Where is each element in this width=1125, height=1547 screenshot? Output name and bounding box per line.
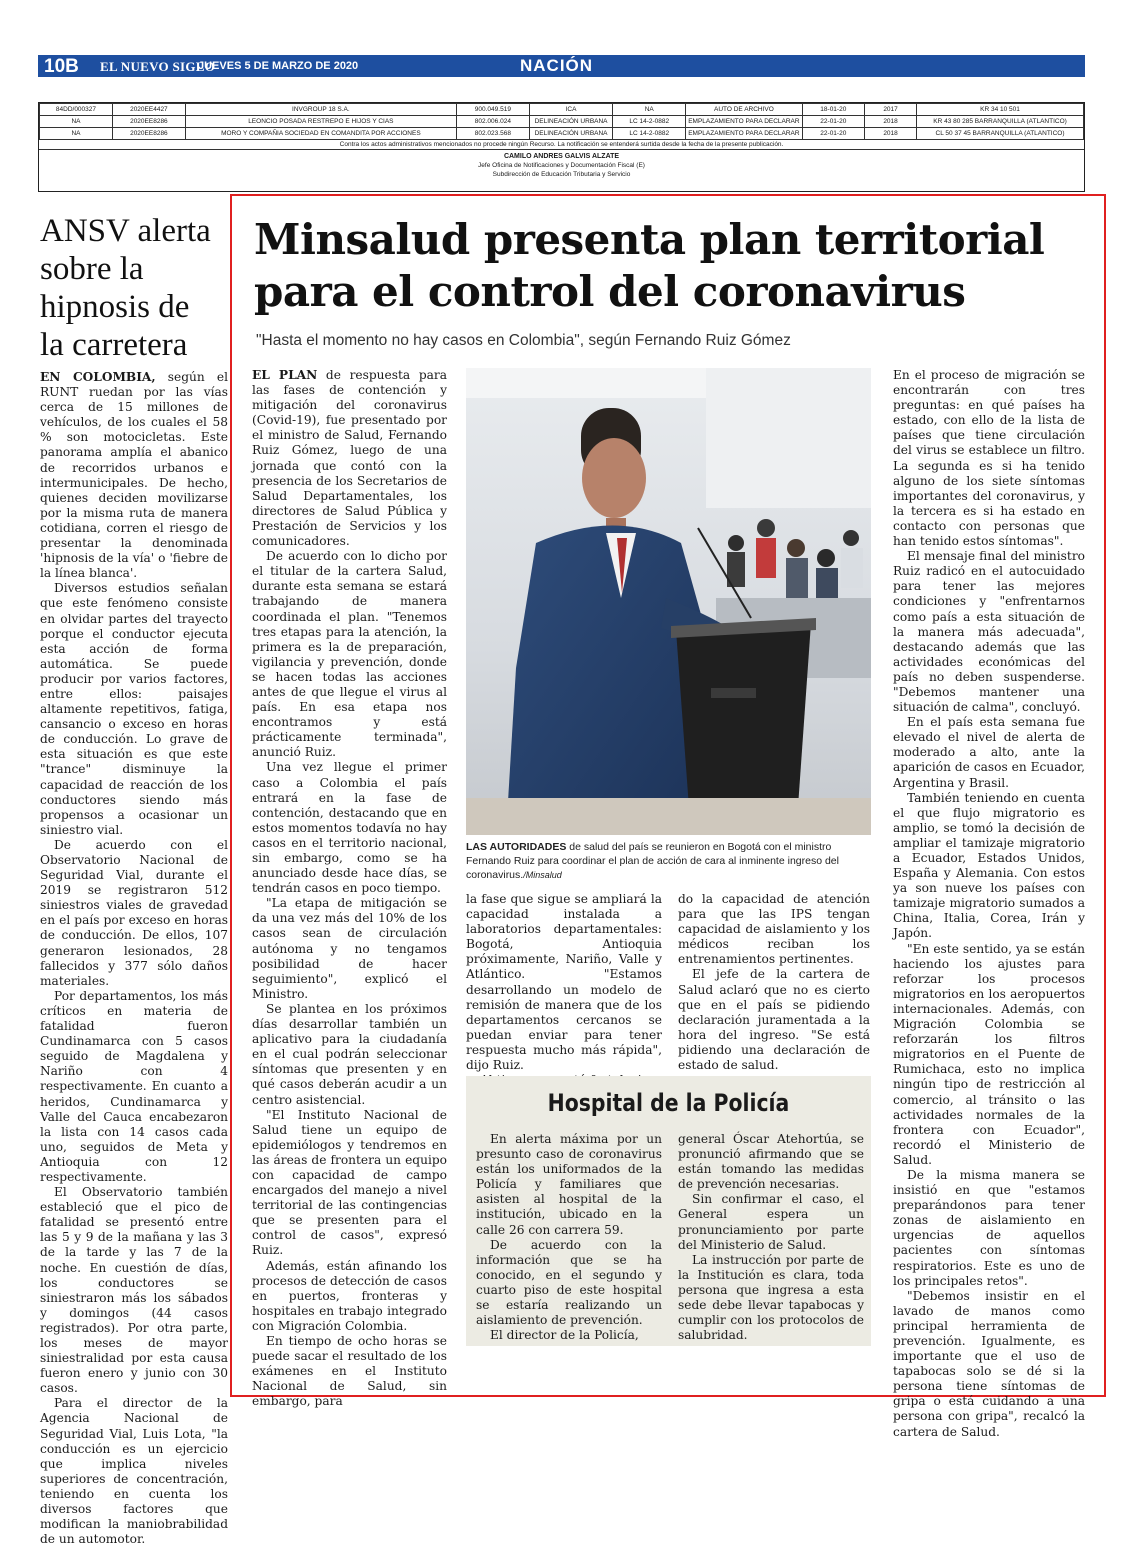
article-paragraph: El mensaje final del ministro Ruiz radicó en el autocuidado para tener las mejores condiciones y "enfrentarnos como país a esta situación de la manera más adecuada", destacando además que las actividades económicas del país no deben suspenderse. "Debemos mantener una situación de calma", concluyó. bbox=[893, 549, 1085, 715]
table-cell: KR 43 80 285 BARRANQUILLA (ATLANTICO) bbox=[917, 116, 1084, 128]
table-row bbox=[40, 128, 1084, 140]
table-cell: 2020EE8286 bbox=[112, 128, 185, 140]
table-cell: 2018 bbox=[865, 128, 917, 140]
notice-signer-office: Subdirección de Educación Tributaria y Servicio bbox=[492, 171, 631, 178]
article-column-4 bbox=[893, 368, 1085, 1439]
table-cell: 2018 bbox=[865, 116, 917, 128]
table-cell: LEONCIO POSADA RESTREPO E HIJOS Y CIAS bbox=[185, 116, 456, 128]
article-column-1 bbox=[252, 368, 447, 1409]
table-cell: 84DD/000327 bbox=[40, 104, 113, 116]
ansv-headline: ANSV alerta sobre la hipnosis de la carretera bbox=[40, 213, 211, 363]
table-cell: 22-01-20 bbox=[802, 116, 864, 128]
table-cell: NA bbox=[40, 116, 113, 128]
sidebar-paragraph: El director de la Policía, bbox=[490, 1328, 639, 1343]
sidebar-column-2 bbox=[678, 1132, 864, 1342]
notice-signer: CAMILO ANDRES GALVIS ALZATE bbox=[503, 153, 620, 160]
article-paragraph: Además, están afinando los procesos de detección de casos en puertos, fronteras y hospitales en trabajo integrado con Migración Colombia. bbox=[252, 1258, 447, 1333]
article-paragraph: En el proceso de migración se encontrarán con tres preguntas: en qué países ha estado, con ello de la lista de países que tiene circulación del virus se establece un filtro. La segunda es si ha tenido alguno de los siete síntomas importantes del coronavirus, y la tercera es si ha estado en contacto con personas que han tenido estos síntomas". bbox=[893, 368, 1085, 549]
table-cell: 2020EE4427 bbox=[112, 104, 185, 116]
issue-date: JUEVES 5 DE MARZO DE 2020 bbox=[198, 60, 359, 72]
table-cell: 2017 bbox=[865, 104, 917, 116]
table-cell: DELINEACIÓN URBANA bbox=[529, 116, 612, 128]
article-paragraph: "La etapa de mitigación se da una vez más del 10% de los casos sean de circulación autónoma y no tengamos posibilidad de hacer seguimiento", explicó el Ministro. bbox=[252, 896, 447, 1001]
legal-notice-table bbox=[38, 102, 1085, 192]
sidebar-paragraph: En alerta máxima por un presunto caso de coronavirus están los uniformados de la Policía y familiares que asisten al hospital de la institución, ubicado en la calle 26 con carrera 59. bbox=[476, 1132, 662, 1237]
table-cell: 22-01-20 bbox=[802, 128, 864, 140]
ansv-paragraph: Por departamentos, los más críticos en materia de fatalidad fueron Cundinamarca con 5 casos seguido de Magdalena y Nariño con 4 respectivamente. En cuanto a heridos, Cundinamarca y Valle del Cauca encabezaron la lista con 14 casos cada uno, seguidos de Meta y Antioquia con 12 respectivamente. bbox=[40, 988, 228, 1184]
article-photo bbox=[466, 368, 871, 835]
masthead: EL NUEVO SIGLO bbox=[100, 59, 216, 74]
notice-note: Contra los actos administrativos mencionados no procede ningún Recurso. La notificación se entenderá surtida desde la fecha de la presente publicación. bbox=[39, 140, 1084, 150]
article-paragraph: Una vez llegue el primer caso a Colombia el país entrará en la fase de contención, destacando que en estos momentos todavía no hay casos en el territorio nacional, sin embargo, como se ha anunciado desde hace días, se tendrán casos en poco tiempo. bbox=[252, 760, 447, 896]
article-paragraph: "Debemos insistir en el lavado de manos como principal herramienta de prevención. Igualmente, es importante que el uso de tapabocas solo se dé si la persona tiene síntomas de gripa o está cuidando a una persona con gripa", recalcó la cartera de Salud. bbox=[893, 1288, 1085, 1439]
notice-signer-role: Jefe Oficina de Notificaciones y Documentación Fiscal (E) bbox=[478, 162, 645, 169]
table-cell: CL 50 37 45 BARRANQUILLA (ATLANTICO) bbox=[917, 128, 1084, 140]
table-cell: LC 14-2-0882 bbox=[613, 116, 686, 128]
ansv-article-body bbox=[40, 370, 228, 1547]
table-cell: 18-01-20 bbox=[802, 104, 864, 116]
article-paragraph: De la misma manera se insistió en que "estamos preparándonos para tener zonas de aislamiento en urgencias de aquellos pacientes con síntomas respiratorios. Este es uno de los principales retos". bbox=[893, 1167, 1085, 1288]
article-paragraph: Se plantea en los próximos días desarrollar también un aplicativo para la ciudadanía en el cual podrán seleccionar síntomas que presenten y en qué casos deberán acudir a un centro asistencial. bbox=[252, 1001, 447, 1107]
article-paragraph: El jefe de la cartera de Salud aclaró que no es cierto que en el país se pidiendo declaración juramentada a la hora del ingreso. "Se está pidiendo una declaración de estado de salud. bbox=[678, 967, 870, 1073]
ansv-paragraph: De acuerdo con el Observatorio Nacional de Seguridad Vial, durante el 2019 se registraron 512 siniestros viales de gravedad en el país por exceso en horas de conducción. De ellos, 107 generaron lesionados, 28 fallecidos y 377 sólo daños materiales. bbox=[40, 837, 228, 988]
table-cell: 2020EE8286 bbox=[112, 116, 185, 128]
ansv-paragraph: Diversos estudios señalan que este fenómeno consiste en olvidar partes del trayecto porque el conductor ejecuta esta acción de forma automática. Se puede producir por varios factores, entre ellos: paisajes altamente repetitivos, fatiga, cansancio o exceso en horas de conducción. Lo grave de esta situación es que este "trance" disminuye la capacidad de reacción de los conductores siendo más propensos a ocasionar un siniestro vial. bbox=[40, 581, 228, 837]
notice-rows bbox=[39, 103, 1084, 140]
table-row bbox=[40, 104, 1084, 116]
article-paragraph: do la capacidad de atención para que las IPS tengan capacidad de aislamiento y los médicos reciban los entrenamientos pertinentes. bbox=[678, 892, 870, 967]
headline-line: Minsalud presenta plan territorial bbox=[254, 215, 1045, 264]
article-paragraph: "En este sentido, ya se están haciendo los ajustes para reforzar los procesos migratorios en los aeropuertos internacionales. Además, con Migración Colombia se reforzarán los filtros migratorios en el Puente de Rumichaca, esto no implica ningún tipo de restricción al comercio, al tránsito o las actividades normales de la frontera con Ecuador", recordó el Ministerio de Salud. bbox=[893, 941, 1085, 1167]
ansv-paragraph: según el RUNT ruedan por las vías cerca de 15 millones de vehículos, de los cuales el 58 % son motocicletas. Este panorama amplía el abanico de recorridos urbanos e intermunicipales. De hecho, quienes deciden movilizarse por la misma ruta de manera cotidiana, corren el riesgo de presentar la denominada 'hipnosis de la vía' o 'fiebre de la línea blanca'. bbox=[40, 370, 228, 581]
table-cell: 802.023.568 bbox=[456, 128, 529, 140]
article-paragraph: de respuesta para las fases de contención y mitigación del coronavirus (Covid-19), fue presentado por el ministro de Salud, Fernando Ruiz Gómez, luego de una jornada que contó con la presencia de los Secretarios de Salud Departamentales, los directores de Salud Pública y Prestación de Servicios y los comunicadores. bbox=[252, 368, 447, 549]
article-paragraph: En tiempo de ocho horas se puede sacar el resultado de los exámenes en el Instituto Nacional de Salud, sin embargo, para bbox=[252, 1334, 447, 1409]
sidebar-title: Hospital de la Policía bbox=[547, 1089, 790, 1117]
sidebar-column-1 bbox=[476, 1132, 662, 1342]
article-paragraph: "El Instituto Nacional de Salud tiene un equipo de epidemiólogos y tendremos en las áreas de frontera un equipo con capacidad de campo encargados del manejo a nivel territorial de las contingencias que se presenten para el control de casos", expresó Ruiz. bbox=[252, 1107, 447, 1258]
table-cell: KR 34 10 501 bbox=[917, 104, 1084, 116]
main-headline bbox=[254, 214, 1094, 318]
article-paragraph: la fase que sigue se ampliará la capacidad instalada a laboratorios departamentales: Bogotá, Antioquia próximamente, Nariño, Valle y Atlántico. "Estamos desarrollando un modelo de remisión de manera que de los departamentos cercanos se puedan enviar para tener respuesta mucho más rápida", dijo Ruiz. bbox=[466, 892, 662, 1073]
table-cell: DELINEACIÓN URBANA bbox=[529, 128, 612, 140]
sidebar-paragraph: Sin confirmar el caso, el General espera un pronunciamiento por parte del Ministerio de Salud. bbox=[678, 1192, 864, 1252]
article-column-2 bbox=[466, 892, 662, 1073]
table-cell: ICA bbox=[529, 104, 612, 116]
page-number: 10B bbox=[44, 56, 79, 77]
table-cell: EMPLAZAMIENTO PARA DECLARAR bbox=[686, 116, 802, 128]
article-lead: EL PLAN bbox=[252, 368, 318, 382]
caption-text: de salud del país se reunieron en Bogotá con el ministro Fernando Ruiz para coordinar el plan de acción de cara al inminente ingreso del coronavirus. bbox=[466, 841, 839, 881]
photo-credit: /Minsalud bbox=[523, 870, 562, 880]
article-subhead: "Hasta el momento no hay casos en Colombia", según Fernando Ruiz Gómez bbox=[256, 332, 791, 349]
headline-line: para el control del coronavirus bbox=[254, 267, 966, 316]
minister-podium-photo bbox=[466, 368, 871, 835]
table-cell: 802.006.024 bbox=[456, 116, 529, 128]
sidebar-paragraph: De acuerdo con la información que se ha conocido, en el segundo y cuarto piso de este hospital se estaría realizando un aislamiento de prevención. bbox=[476, 1237, 662, 1328]
table-cell: EMPLAZAMIENTO PARA DECLARAR bbox=[686, 128, 802, 140]
article-paragraph: En el país esta semana fue elevado el nivel de alerta de moderado a alto, ante la aparición de casos en Ecuador, Argentina y Brasil. bbox=[893, 715, 1085, 790]
ansv-lead: EN COLOMBIA, bbox=[40, 370, 156, 384]
table-cell: NA bbox=[613, 104, 686, 116]
table-cell: LC 14-2-0882 bbox=[613, 128, 686, 140]
photo-caption bbox=[466, 840, 871, 882]
table-cell: 900.049.519 bbox=[456, 104, 529, 116]
table-cell: INVGROUP 18 S.A. bbox=[185, 104, 456, 116]
sidebar-paragraph: La instrucción por parte de la Institución es clara, toda persona que ingresa a esta sede debe llevar tapabocas y cumplir con los protocolos de salubridad. bbox=[678, 1252, 864, 1343]
article-column-3 bbox=[678, 892, 870, 1073]
article-paragraph: También teniendo en cuenta el que flujo migratorio es amplio, se tomó la decisión de ampliar el tamizaje migratorio a Ecuador, Estados Unidos, España y Alemania. Con estos ya son nueve los países con tamizaje migratorio sumados a China, Italia, Corea, Irán y Japón. bbox=[893, 790, 1085, 941]
section-label: NACIÓN bbox=[520, 56, 594, 75]
table-cell: NA bbox=[40, 128, 113, 140]
article-paragraph: De acuerdo con lo dicho por el titular de la cartera Salud, durante esta semana se estará trabajando de manera coordinada el plan. "Tenemos tres etapas para la atención, la primera es la de preparación, vigilancia y prevención, donde se hacen todas las acciones antes de que llegue el virus al país. En esa etapa nos encontramos y está prácticamente terminada", anunció Ruiz. bbox=[252, 549, 447, 760]
table-cell: MORO Y COMPAÑIA SOCIEDAD EN COMANDITA POR ACCIONES bbox=[185, 128, 456, 140]
caption-lead: LAS AUTORIDADES bbox=[466, 841, 567, 853]
table-cell: AUTO DE ARCHIVO bbox=[686, 104, 802, 116]
ansv-paragraph: Para el director de la Agencia Nacional de Seguridad Vial, Luis Lota, "la conducción es un ejercicio que implica niveles superiores de concentración, teniendo en cuenta los diversos factores que modifican la maniobrabilidad de un automotor. bbox=[40, 1396, 228, 1547]
table-row bbox=[40, 116, 1084, 128]
sidebar-paragraph: general Óscar Atehortúa, se pronunció afirmando que se están tomando las medidas de prevención necesarias. bbox=[678, 1132, 864, 1192]
ansv-paragraph: El Observatorio también estableció que el pico de fatalidad se presentó entre las 5 y 9 de la mañana y las 3 de la tarde y las 7 de la noche. En cuestión de días, los conductores se siniestraron más los sábados y domingos (44 casos registrados). Por otra parte, los meses de mayor siniestralidad por esta causa fueron enero y junio con 30 casos. bbox=[40, 1185, 228, 1396]
